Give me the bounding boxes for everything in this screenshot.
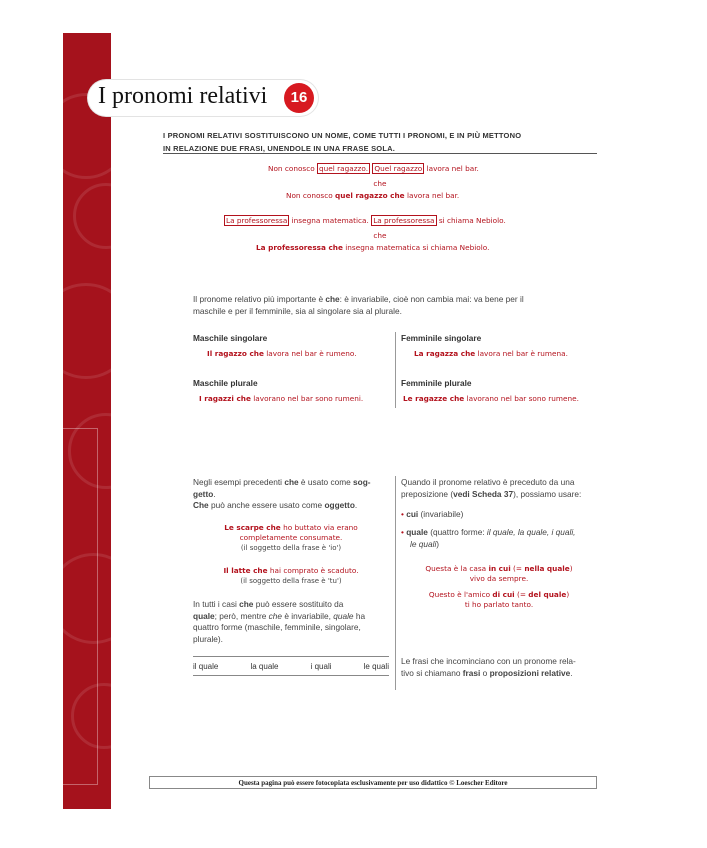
fem-plur-heading: Femminile plurale: [401, 378, 472, 388]
right-example-2: Questo è l'amico di cui (= del quale) ti ho parlato tanto.: [428, 590, 570, 609]
masc-sing-heading: Maschile singolare: [193, 333, 268, 343]
example2-result: La professoressa che insegna matematica si chiama Nebiolo.: [256, 243, 490, 252]
right-conclusion: Le frasi che incominciano con un pronome rela- tivo si chiamano frasi o proposizioni relative.: [401, 656, 576, 678]
chapter-number-badge: 16: [284, 83, 314, 113]
fem-sing-example: La ragazza che lavora nel bar è rumena.: [414, 349, 568, 358]
example2-che: che: [373, 231, 387, 240]
form-cell: le quali: [363, 662, 389, 671]
fem-sing-heading: Femminile singolare: [401, 333, 482, 343]
left-example-2: Il latte che hai comprato è scaduto. (il soggetto della frase è 'tu'): [223, 566, 359, 585]
right-example-1: Questa è la casa in cui (= nella quale) vivo da sempre.: [425, 564, 573, 583]
form-cell: il quale: [193, 662, 219, 671]
highlight-box: La professoressa: [226, 216, 288, 225]
fem-plur-example: Le ragazze che lavorano nel bar sono rumene.: [403, 394, 579, 403]
lower-divider: [395, 476, 396, 690]
copyright-footer: Questa pagina può essere fotocopiata esclusivamente per uso didattico © Loescher Editore: [149, 776, 597, 789]
example1-che: che: [373, 179, 387, 188]
right-intro: Quando il pronome relativo è preceduto da una preposizione (vedi Scheda 37), possiamo usare:: [401, 477, 582, 499]
highlight-box: La professoressa: [373, 216, 435, 225]
intro-rule: [163, 153, 597, 154]
masc-plur-heading: Maschile plurale: [193, 378, 258, 388]
example1-result: Non conosco quel ragazzo che lavora nel bar.: [286, 191, 460, 200]
forms-top-rule: [193, 656, 389, 657]
form-cell: la quale: [250, 662, 279, 671]
left-paragraph-quale: In tutti i casi che può essere sostituito da quale; però, mentre che è invariabile, quale ha quattro forme (maschile, femminile, singolare, plurale).: [193, 599, 366, 644]
example1-source: Non conosco quel ragazzo. Quel ragazzo lavora nel bar.: [268, 164, 479, 173]
intro-line-1: I PRONOMI RELATIVI SOSTITUISCONO UN NOME, COME TUTTI I PRONOMI, E IN PIÙ METTONO: [163, 131, 522, 140]
quale-forms-row: [193, 662, 389, 671]
intro-line-2: IN RELAZIONE DUE FRASI, UNENDOLE IN UNA FRASE SOLA.: [163, 144, 396, 153]
highlight-box: quel ragazzo.: [319, 164, 369, 173]
paragraph-che: Il pronome relativo più importante è che: è invariabile, cioè non cambia mai: va bene per il maschile e per il femminile, sia al singolare sia al plurale.: [193, 294, 524, 316]
forms-bottom-rule: [193, 675, 389, 676]
bullet-quale: • quale (quattro forme: il quale, la quale, i quali, le quali): [401, 527, 576, 549]
band-outline: [63, 428, 98, 785]
example2-source: La professoressa insegna matematica. La professoressa si chiama Nebiolo.: [226, 216, 506, 225]
grid-divider: [395, 332, 396, 408]
bullet-cui: • cui (invariabile): [401, 509, 464, 519]
highlight-box: Quel ragazzo: [374, 164, 423, 173]
page-title: I pronomi relativi: [98, 83, 268, 109]
left-intro: Negli esempi precedenti che è usato come sog- getto. Che può anche essere usato come oggetto.: [193, 477, 371, 510]
bullet-icon: •: [401, 509, 404, 519]
intro-text: [163, 129, 593, 155]
left-example-1: Le scarpe che ho buttato via erano completamente consumate. (il soggetto della frase è 'io'): [224, 523, 358, 552]
bullet-icon: •: [401, 527, 404, 537]
masc-sing-example: Il ragazzo che lavora nel bar è rumeno.: [207, 349, 357, 358]
form-cell: i quali: [310, 662, 332, 671]
masc-plur-example: I ragazzi che lavorano nel bar sono rumeni.: [199, 394, 364, 403]
